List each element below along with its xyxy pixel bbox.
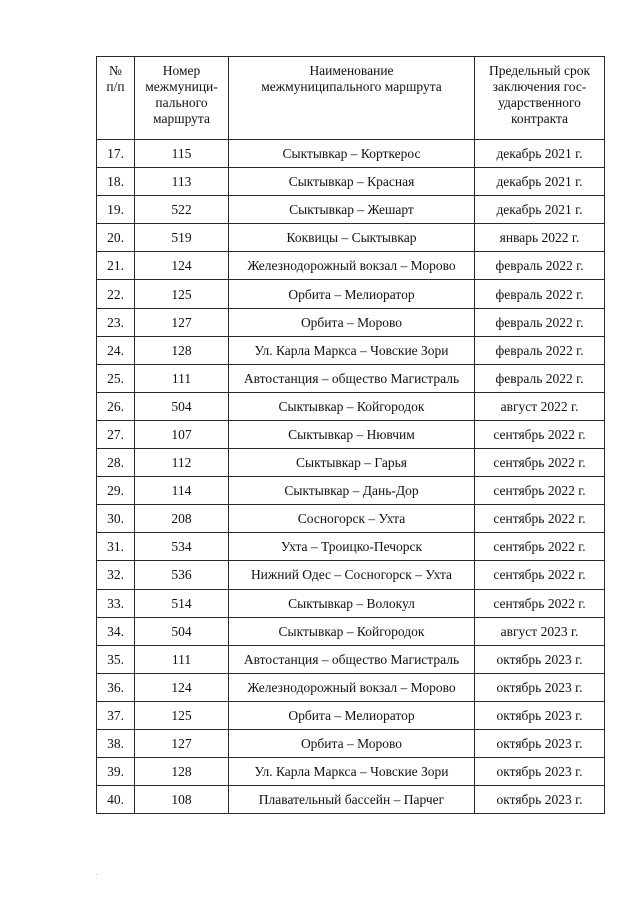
table-row <box>97 533 605 561</box>
cell-route-name: Орбита – Морово <box>229 308 475 336</box>
cell-index: 35. <box>97 645 135 673</box>
cell-deadline: сентябрь 2022 г. <box>475 589 605 617</box>
cell-deadline: сентябрь 2022 г. <box>475 533 605 561</box>
header-deadline <box>475 57 605 140</box>
cell-route-name: Автостанция – общество Магистраль <box>229 645 475 673</box>
cell-route-name: Железнодорожный вокзал – Морово <box>229 673 475 701</box>
cell-route-number: 125 <box>135 280 229 308</box>
cell-route-number: 115 <box>135 140 229 168</box>
cell-deadline: август 2022 г. <box>475 392 605 420</box>
cell-route-number: 111 <box>135 645 229 673</box>
cell-route-name: Автостанция – общество Магистраль <box>229 364 475 392</box>
header-row <box>97 57 605 140</box>
table-row <box>97 392 605 420</box>
cell-deadline: февраль 2022 г. <box>475 364 605 392</box>
table-row <box>97 364 605 392</box>
cell-deadline: август 2023 г. <box>475 617 605 645</box>
cell-deadline: декабрь 2021 г. <box>475 196 605 224</box>
table-row <box>97 168 605 196</box>
table-row <box>97 505 605 533</box>
cell-route-number: 128 <box>135 336 229 364</box>
header-route-number-line: маршрута <box>153 111 210 126</box>
cell-deadline: октябрь 2023 г. <box>475 701 605 729</box>
cell-route-name: Сыктывкар – Койгородок <box>229 617 475 645</box>
header-index-line: п/п <box>106 79 125 94</box>
cell-route-number: 113 <box>135 168 229 196</box>
table-row <box>97 758 605 786</box>
cell-index: 22. <box>97 280 135 308</box>
cell-deadline: октябрь 2023 г. <box>475 645 605 673</box>
cell-index: 36. <box>97 673 135 701</box>
cell-deadline: сентябрь 2022 г. <box>475 561 605 589</box>
cell-route-name: Плавательный бассейн – Парчег <box>229 786 475 814</box>
table-row <box>97 617 605 645</box>
cell-deadline: октябрь 2023 г. <box>475 673 605 701</box>
cell-deadline: октябрь 2023 г. <box>475 729 605 757</box>
header-deadline-line: Предельный срок <box>488 63 590 78</box>
header-index-line: № <box>109 63 122 78</box>
cell-index: 20. <box>97 224 135 252</box>
cell-route-name: Сыктывкар – Дань-Дор <box>229 477 475 505</box>
cell-index: 31. <box>97 533 135 561</box>
cell-index: 23. <box>97 308 135 336</box>
cell-index: 32. <box>97 561 135 589</box>
table-row <box>97 477 605 505</box>
table-row <box>97 449 605 477</box>
cell-route-number: 111 <box>135 364 229 392</box>
table-row <box>97 140 605 168</box>
cell-route-name: Сыктывкар – Гарья <box>229 449 475 477</box>
header-deadline-line: заключения гос- <box>492 79 587 94</box>
header-route-number-line: Номер <box>162 63 201 78</box>
cell-route-name: Орбита – Мелиоратор <box>229 701 475 729</box>
table-row <box>97 252 605 280</box>
cell-route-number: 504 <box>135 392 229 420</box>
cell-route-name: Сыктывкар – Корткерос <box>229 140 475 168</box>
cell-deadline: февраль 2022 г. <box>475 252 605 280</box>
cell-route-number: 208 <box>135 505 229 533</box>
cell-deadline: декабрь 2021 г. <box>475 168 605 196</box>
table-body <box>97 140 605 814</box>
cell-index: 40. <box>97 786 135 814</box>
cell-deadline: февраль 2022 г. <box>475 280 605 308</box>
header-route-name <box>229 57 475 140</box>
cell-deadline: октябрь 2023 г. <box>475 786 605 814</box>
header-route-number-line: межмуници- <box>145 79 218 94</box>
table-row <box>97 420 605 448</box>
header-route-number-line: пального <box>155 95 208 110</box>
cell-index: 30. <box>97 505 135 533</box>
cell-route-number: 514 <box>135 589 229 617</box>
cell-route-name: Сосногорск – Ухта <box>229 505 475 533</box>
table-row <box>97 786 605 814</box>
cell-index: 28. <box>97 449 135 477</box>
cell-index: 38. <box>97 729 135 757</box>
cell-route-name: Орбита – Морово <box>229 729 475 757</box>
table-row <box>97 673 605 701</box>
cell-route-number: 124 <box>135 673 229 701</box>
cell-route-number: 536 <box>135 561 229 589</box>
cell-route-name: Ухта – Троицко-Печорск <box>229 533 475 561</box>
cell-route-number: 114 <box>135 477 229 505</box>
cell-deadline: февраль 2022 г. <box>475 336 605 364</box>
cell-route-number: 124 <box>135 252 229 280</box>
table-row <box>97 729 605 757</box>
cell-route-number: 504 <box>135 617 229 645</box>
scan-artifact <box>96 874 97 875</box>
header-deadline-line: контракта <box>510 111 569 126</box>
cell-index: 26. <box>97 392 135 420</box>
cell-index: 39. <box>97 758 135 786</box>
cell-deadline: январь 2022 г. <box>475 224 605 252</box>
cell-index: 21. <box>97 252 135 280</box>
header-index <box>97 57 135 140</box>
table-row <box>97 196 605 224</box>
cell-index: 33. <box>97 589 135 617</box>
cell-route-name: Сыктывкар – Нювчим <box>229 420 475 448</box>
table-row <box>97 645 605 673</box>
cell-index: 19. <box>97 196 135 224</box>
table-row <box>97 701 605 729</box>
cell-route-name: Орбита – Мелиоратор <box>229 280 475 308</box>
table-row <box>97 561 605 589</box>
table-row <box>97 280 605 308</box>
cell-index: 29. <box>97 477 135 505</box>
cell-route-number: 112 <box>135 449 229 477</box>
cell-route-name: Сыктывкар – Волокул <box>229 589 475 617</box>
cell-deadline: декабрь 2021 г. <box>475 140 605 168</box>
table-row <box>97 336 605 364</box>
table-row <box>97 308 605 336</box>
cell-route-name: Ул. Карла Маркса – Човские Зори <box>229 758 475 786</box>
cell-route-number: 128 <box>135 758 229 786</box>
cell-route-name: Коквицы – Сыктывкар <box>229 224 475 252</box>
cell-route-name: Сыктывкар – Красная <box>229 168 475 196</box>
cell-route-name: Нижний Одес – Сосногорск – Ухта <box>229 561 475 589</box>
cell-index: 37. <box>97 701 135 729</box>
cell-route-number: 522 <box>135 196 229 224</box>
cell-route-number: 108 <box>135 786 229 814</box>
cell-route-number: 107 <box>135 420 229 448</box>
cell-route-name: Железнодорожный вокзал – Морово <box>229 252 475 280</box>
cell-route-name: Сыктывкар – Койгородок <box>229 392 475 420</box>
header-route-number <box>135 57 229 140</box>
cell-route-number: 519 <box>135 224 229 252</box>
header-route-name-line: межмуниципального маршрута <box>261 79 442 94</box>
cell-route-number: 534 <box>135 533 229 561</box>
cell-deadline: сентябрь 2022 г. <box>475 477 605 505</box>
header-deadline-line: ударственного <box>498 95 581 110</box>
cell-deadline: сентябрь 2022 г. <box>475 505 605 533</box>
header-route-name-line: Наименование <box>309 63 394 78</box>
cell-index: 18. <box>97 168 135 196</box>
routes-table <box>96 56 605 814</box>
cell-index: 27. <box>97 420 135 448</box>
cell-index: 34. <box>97 617 135 645</box>
cell-deadline: февраль 2022 г. <box>475 308 605 336</box>
table-row <box>97 589 605 617</box>
cell-deadline: сентябрь 2022 г. <box>475 420 605 448</box>
cell-route-number: 127 <box>135 729 229 757</box>
cell-index: 17. <box>97 140 135 168</box>
table-row <box>97 224 605 252</box>
cell-route-number: 127 <box>135 308 229 336</box>
cell-index: 25. <box>97 364 135 392</box>
cell-route-name: Сыктывкар – Жешарт <box>229 196 475 224</box>
cell-deadline: октябрь 2023 г. <box>475 758 605 786</box>
table-header <box>97 57 605 140</box>
cell-index: 24. <box>97 336 135 364</box>
cell-route-number: 125 <box>135 701 229 729</box>
cell-deadline: сентябрь 2022 г. <box>475 449 605 477</box>
cell-route-name: Ул. Карла Маркса – Човские Зори <box>229 336 475 364</box>
